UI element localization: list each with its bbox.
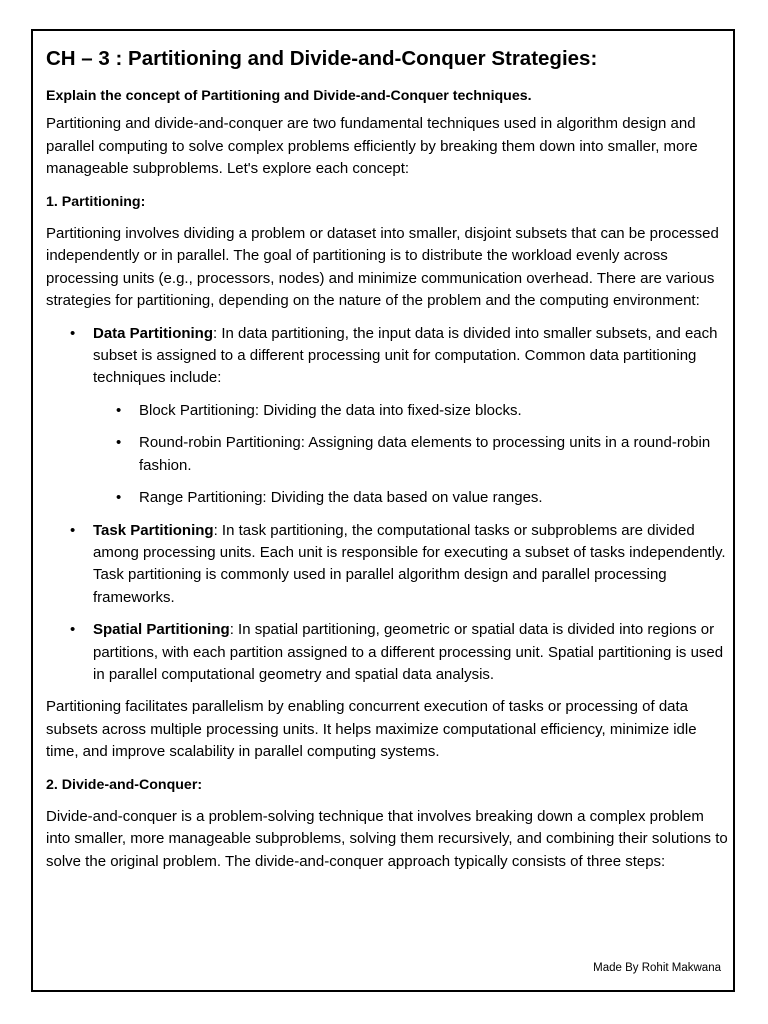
sublist-item-round-robin [116, 432, 728, 477]
sublist-item-text: Range Partitioning: Dividing the data based on value ranges. [139, 489, 543, 507]
partitioning-paragraph: Partitioning involves dividing a problem or dataset into smaller, disjoint subsets that can be processed independently or in parallel. The goal of partitioning is to distribute the workload evenly across processing units (e.g., processors, nodes) and minimize communication overhead. There are various strategies for partitioning, depending on the nature of the problem and the computing environment: [46, 225, 719, 310]
document-body [46, 44, 728, 883]
sublist-item-text: Block Partitioning: Dividing the data into fixed-size blocks. [139, 401, 522, 419]
bullet: • [116, 434, 122, 452]
section-heading-divide-and-conquer: 2. Divide-and-Conquer: [46, 776, 203, 793]
section-heading-partitioning: 1. Partitioning: [46, 193, 146, 210]
list-item-text: : In spatial partitioning, geometric or spatial data is divided into regions or partitions, with each partition assigned to a different processing unit. Spatial partitioning is used in parallel computational geometry and spatial data analysis. [93, 621, 724, 683]
sublist-item-text: Round-robin Partitioning: Assigning data elements to processing units in a round-robin fashion. [139, 434, 711, 474]
list-item-text: : In task partitioning, the computational tasks or subproblems are divided among processing units. Each unit is responsible for executing a subset of tasks independently. Task partitioning is commonly used in parallel algorithm design and parallel processing frameworks. [93, 521, 726, 606]
list-item-text: : In data partitioning, the input data is divided into smaller subsets, and each subset is assigned to a different processing unit for computation. Common data partitioning techniques include: [93, 324, 718, 387]
data-partitioning-sublist [93, 400, 728, 510]
chapter-title: CH – 3 : Partitioning and Divide-and-Conquer Strategies: [46, 47, 598, 70]
term-task-partitioning: Task Partitioning [93, 521, 214, 539]
bullet: • [70, 621, 76, 639]
footer-credit: Made By Rohit Makwana [593, 962, 721, 974]
list-item-data-partitioning [70, 323, 728, 510]
sublist-item-range [116, 487, 728, 509]
divide-and-conquer-paragraph: Divide-and-conquer is a problem-solving technique that involves breaking down a complex problem into smaller, more manageable subproblems, solving them recursively, and combining their solutions to solve the original problem. The divide-and-conquer approach typically consists of three steps: [46, 807, 728, 870]
term-data-partitioning: Data Partitioning [93, 324, 214, 342]
partitioning-summary: Partitioning facilitates parallelism by enabling concurrent execution of tasks or processing of data subsets across multiple processing units. It helps maximize computational efficiency, minimize idle time, and improve scalability in parallel computing systems. [46, 698, 697, 761]
bullet: • [116, 401, 122, 419]
bullet: • [70, 324, 76, 342]
bullet: • [70, 521, 76, 539]
list-item-task-partitioning [70, 520, 728, 610]
term-spatial-partitioning: Spatial Partitioning [93, 621, 230, 639]
bullet: • [116, 489, 122, 507]
question-heading: Explain the concept of Partitioning and Divide-and-Conquer techniques. [46, 88, 532, 104]
partitioning-list [46, 323, 728, 687]
sublist-item-block [116, 400, 728, 422]
intro-paragraph: Partitioning and divide-and-conquer are two fundamental techniques used in algorithm design and parallel computing to solve complex problems efficiently by breaking them down into smaller, more manageable subproblems. Let's explore each concept: [46, 115, 698, 178]
list-item-spatial-partitioning [70, 619, 728, 686]
